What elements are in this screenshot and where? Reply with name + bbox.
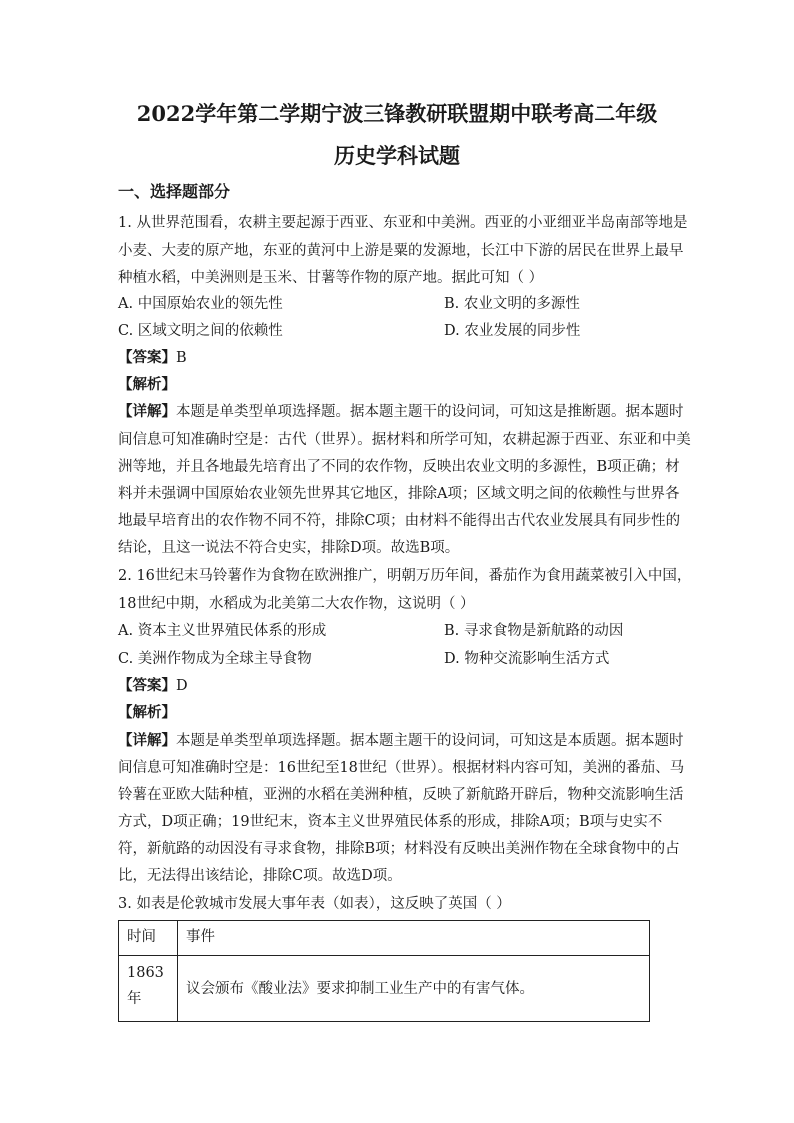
q1-detail-line: 料并未强调中国原始农业领先世界其它地区，排除A项；区域文明之间的依赖性与世界各 [118,486,680,502]
answer-value: B [176,350,187,366]
q1-option-a: A. 中国原始农业的领先性 [118,296,283,312]
q1-detail-line: 洲等地，并且各地最先培育出了不同的农作物，反映出农业文明的多源性，B项正确；材 [118,459,680,475]
detail-text: 本题是单类型单项选择题。据本题主题干的设问词，可知这是推断题。据本题时 [176,404,684,420]
q1-stem-line: 种植水稻，中美洲则是玉米、甘薯等作物的原产地。据此可知（ ） [118,270,544,286]
q2-analysis-label: 【解析】 [118,704,176,721]
answer-label: 【答案】 [118,677,176,694]
q2-option-d: D. 物种交流影响生活方式 [444,651,610,667]
q1-stem-line: 小麦、大麦的原产地，东亚的黄河中上游是粟的发源地，长江中下游的居民在世界上最早 [118,243,684,259]
q2-answer [118,674,188,695]
detail-label: 【详解】 [118,403,176,420]
answer-value: D [176,678,188,694]
q1-detail-line: 地最早培育出的农作物不同不符，排除C项；由材料不能得出古代农业发展具有同步性的 [118,513,681,529]
q2-option-a: A. 资本主义世界殖民体系的形成 [118,623,327,639]
q1-detail-line: 结论，且这一说法不符合史实，排除D项。故选B项。 [118,540,460,556]
table-header-time: 时间 [119,921,178,956]
detail-label: 【详解】 [118,732,176,749]
q2-detail-line: 间信息可知准确时空是：16世纪至18世纪（世界）。根据材料内容可知，美洲的番茄、马 [118,760,685,776]
q1-answer [118,346,187,367]
q3-stem-line: 3. 如表是伦敦城市发展大事年表（如表），这反映了英国（ ） [118,896,511,912]
exam-title: 2022学年第二学期宁波三锋教研联盟期中联考高二年级 [136,101,658,126]
q1-stem-line: 1. 从世界范围看，农耕主要起源于西亚、东亚和中美洲。西亚的小亚细亚半岛南部等地是 [118,215,688,231]
q2-stem-line: 18世纪中期，水稻成为北美第二大农作物，这说明（ ） [118,596,475,612]
q2-stem-line: 2. 16世纪末马铃薯作为食物在欧洲推广，明朝万历年间，番茄作为食用蔬菜被引入中国， [118,568,692,584]
q2-detail-line: 方式，D项正确；19世纪末，资本主义世界殖民体系的形成，排除A项；B项与史实不 [118,814,663,830]
q2-option-b: B. 寻求食物是新航路的动因 [444,623,624,639]
exam-subtitle: 历史学科试题 [334,143,460,168]
table-cell-event: 议会颁布《酸业法》要求抑制工业生产中的有害气体。 [178,956,650,1022]
q1-option-b: B. 农业文明的多源性 [444,296,580,312]
table-header-row [119,921,650,956]
q1-option-c: C. 区域文明之间的依赖性 [118,323,283,339]
q2-option-c: C. 美洲作物成为全球主导食物 [118,651,312,667]
table-header-event: 事件 [178,921,650,956]
q2-detail-line: 比，无法得出该结论，排除C项。故选D项。 [118,868,402,884]
q1-detail-line: 间信息可知准确时空是：古代（世界）。据材料和所学可知，农耕起源于西亚、东亚和中美 [118,432,691,448]
detail-text: 本题是单类型单项选择题。据本题主题干的设问词，可知这是本质题。据本题时 [176,733,684,749]
q2-detail-line: 符，新航路的动因没有寻求食物，排除B项；材料没有反映出美洲作物在全球食物中的占 [118,841,680,857]
q1-option-d: D. 农业发展的同步性 [444,323,581,339]
table-row [119,956,650,1022]
answer-label: 【答案】 [118,349,176,366]
q2-detail-line: 铃薯在亚欧大陆种植，亚洲的水稻在美洲种植，反映了新航路开辟后，物种交流影响生活 [118,787,684,803]
q2-detail-line [118,729,684,750]
table-cell-time: 1863年 [119,956,178,1022]
q1-analysis-label: 【解析】 [118,376,176,393]
section-heading: 一、选择题部分 [118,182,231,201]
events-table [118,920,650,1022]
q1-detail-line [118,400,684,421]
